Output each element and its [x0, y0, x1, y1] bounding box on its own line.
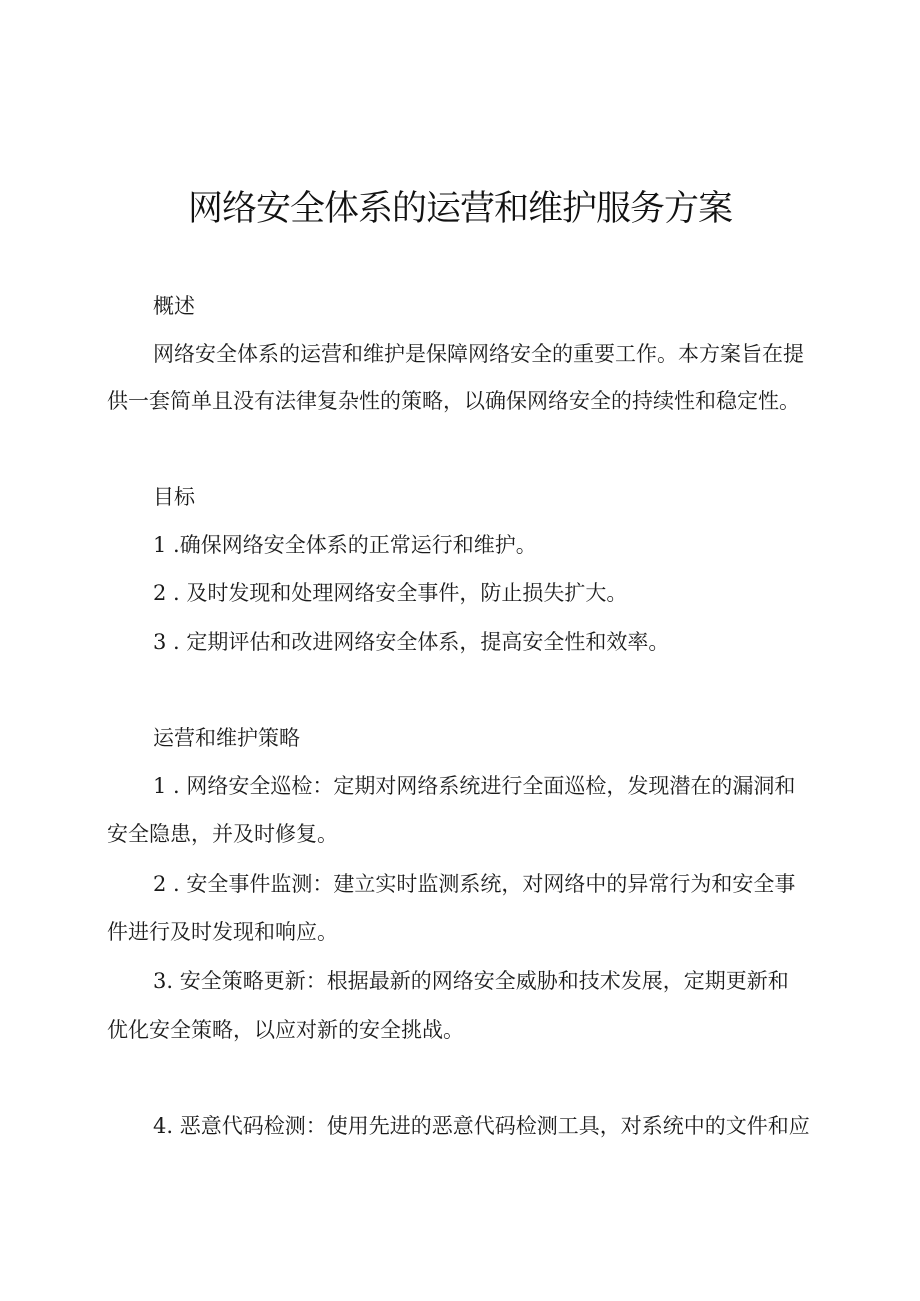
strategy-item-line: 优化安全策略，以应对新的安全挑战。 [107, 1018, 464, 1042]
overview-paragraph-line: 供一套简单且没有法律复杂性的策略，以确保网络安全的持续性和稳定性。 [107, 389, 800, 413]
section-heading-goals: 目标 [153, 485, 195, 509]
goal-item: 2 . 及时发现和处理网络安全事件，防止损失扩大。 [153, 581, 628, 605]
strategy-item-line: 1 . 网络安全巡检：定期对网络系统进行全面巡检，发现潜在的漏洞和 [153, 774, 796, 798]
strategy-item-line: 件进行及时发现和响应。 [107, 920, 338, 944]
goal-item: 1 .确保网络安全体系的正常运行和维护。 [153, 533, 537, 557]
goal-item: 3 . 定期评估和改进网络安全体系，提高安全性和效率。 [153, 630, 670, 654]
overview-paragraph-line: 网络安全体系的运营和维护是保障网络安全的重要工作。本方案旨在提 [153, 342, 804, 366]
section-heading-strategy: 运营和维护策略 [153, 726, 300, 750]
document-title: 网络安全体系的运营和维护服务方案 [187, 189, 732, 229]
strategy-item-line: 2 . 安全事件监测：建立实时监测系统，对网络中的异常行为和安全事 [153, 872, 796, 896]
strategy-item-line: 安全隐患，并及时修复。 [107, 822, 338, 846]
section-heading-overview: 概述 [153, 294, 195, 318]
strategy-item-line: 4. 恶意代码检测：使用先进的恶意代码检测工具，对系统中的文件和应 [153, 1114, 810, 1138]
strategy-item-line: 3. 安全策略更新：根据最新的网络安全威胁和技术发展，定期更新和 [153, 969, 789, 993]
